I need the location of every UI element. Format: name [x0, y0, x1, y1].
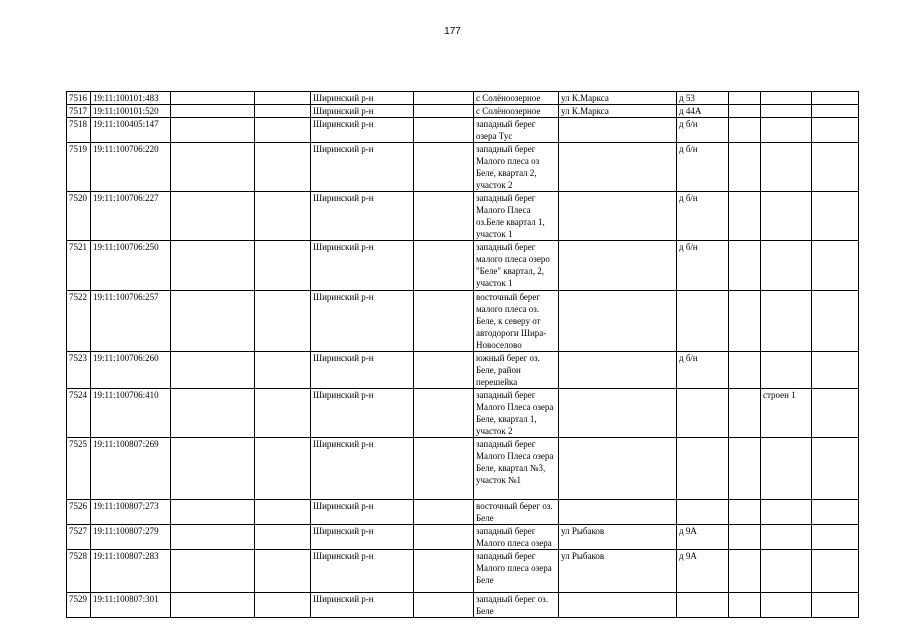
district-cell: Ширинский р-н: [311, 389, 414, 438]
building-cell: [761, 525, 812, 550]
empty-cell: [414, 525, 474, 550]
table-row: [67, 241, 859, 291]
district-cell: Ширинский р-н: [311, 241, 414, 291]
row-number-cell: 7526: [67, 500, 91, 525]
empty-cell: [729, 92, 761, 105]
empty-cell: [812, 241, 859, 291]
empty-cell: [414, 352, 474, 389]
empty-cell: [414, 593, 474, 618]
locality-cell: западный берег Малого Плеса озера Беле, квартал 1, участок 2: [474, 389, 559, 438]
house-cell: [677, 438, 729, 500]
locality-cell: западный берег оз. Беле: [474, 593, 559, 618]
empty-cell: [171, 593, 255, 618]
empty-cell: [255, 192, 311, 241]
empty-cell: [812, 192, 859, 241]
building-cell: строен 1: [761, 389, 812, 438]
locality-cell: западный берег малого плеса озеро "Беле" квартал, 2, участок 1: [474, 241, 559, 291]
house-cell: д 9А: [677, 550, 729, 593]
empty-cell: [812, 92, 859, 105]
empty-cell: [414, 241, 474, 291]
house-cell: д б/н: [677, 192, 729, 241]
building-cell: [761, 143, 812, 192]
empty-cell: [255, 550, 311, 593]
street-cell: [559, 500, 677, 525]
cadastral-number-cell: 19:11:100706:257: [91, 291, 171, 352]
empty-cell: [255, 389, 311, 438]
building-cell: [761, 105, 812, 118]
empty-cell: [414, 291, 474, 352]
cadastral-number-cell: 19:11:100101:520: [91, 105, 171, 118]
district-cell: Ширинский р-н: [311, 500, 414, 525]
row-number-cell: 7517: [67, 105, 91, 118]
district-cell: Ширинский р-н: [311, 550, 414, 593]
page-number: 177: [444, 26, 461, 37]
building-cell: [761, 500, 812, 525]
empty-cell: [414, 105, 474, 118]
empty-cell: [255, 352, 311, 389]
empty-cell: [812, 389, 859, 438]
house-cell: [677, 389, 729, 438]
table-row: [67, 92, 859, 105]
empty-cell: [812, 525, 859, 550]
empty-cell: [171, 500, 255, 525]
house-cell: д 53: [677, 92, 729, 105]
empty-cell: [171, 352, 255, 389]
cadastral-number-cell: 19:11:100706:260: [91, 352, 171, 389]
street-cell: [559, 438, 677, 500]
empty-cell: [812, 118, 859, 143]
house-cell: д 44А: [677, 105, 729, 118]
cadastral-number-cell: 19:11:100807:273: [91, 500, 171, 525]
building-cell: [761, 593, 812, 618]
empty-cell: [414, 192, 474, 241]
row-number-cell: 7524: [67, 389, 91, 438]
empty-cell: [729, 389, 761, 438]
street-cell: ул К.Маркса: [559, 92, 677, 105]
table-row: [67, 291, 859, 352]
building-cell: [761, 118, 812, 143]
table-row: [67, 143, 859, 192]
empty-cell: [171, 389, 255, 438]
empty-cell: [171, 105, 255, 118]
row-number-cell: 7518: [67, 118, 91, 143]
cadastral-number-cell: 19:11:100706:410: [91, 389, 171, 438]
empty-cell: [171, 241, 255, 291]
house-cell: [677, 593, 729, 618]
street-cell: ул К.Маркса: [559, 105, 677, 118]
row-number-cell: 7522: [67, 291, 91, 352]
empty-cell: [729, 291, 761, 352]
empty-cell: [414, 143, 474, 192]
empty-cell: [414, 118, 474, 143]
empty-cell: [255, 241, 311, 291]
empty-cell: [414, 438, 474, 500]
cadastral-number-cell: 19:11:100706:227: [91, 192, 171, 241]
table-row: [67, 389, 859, 438]
row-number-cell: 7529: [67, 593, 91, 618]
building-cell: [761, 550, 812, 593]
empty-cell: [171, 525, 255, 550]
house-cell: [677, 500, 729, 525]
empty-cell: [812, 550, 859, 593]
house-cell: [677, 291, 729, 352]
district-cell: Ширинский р-н: [311, 438, 414, 500]
empty-cell: [171, 118, 255, 143]
empty-cell: [729, 105, 761, 118]
table-row: [67, 118, 859, 143]
empty-cell: [812, 593, 859, 618]
empty-cell: [171, 192, 255, 241]
street-cell: ул Рыбаков: [559, 550, 677, 593]
empty-cell: [812, 105, 859, 118]
house-cell: д б/н: [677, 118, 729, 143]
cadastral-number-cell: 19:11:100101:483: [91, 92, 171, 105]
empty-cell: [255, 118, 311, 143]
empty-cell: [255, 291, 311, 352]
street-cell: [559, 352, 677, 389]
district-cell: Ширинский р-н: [311, 92, 414, 105]
locality-cell: западный берег Малого плеса озера Беле: [474, 550, 559, 593]
locality-cell: западный берег Малого Плеса оз.Беле квартал 1, участок 1: [474, 192, 559, 241]
empty-cell: [414, 389, 474, 438]
empty-cell: [255, 500, 311, 525]
empty-cell: [729, 438, 761, 500]
table-row: [67, 525, 859, 550]
building-cell: [761, 438, 812, 500]
row-number-cell: 7521: [67, 241, 91, 291]
locality-cell: западный берег Малого плеса оз Беле, квартал 2, участок 2: [474, 143, 559, 192]
empty-cell: [255, 143, 311, 192]
cadastral-number-cell: 19:11:100405:147: [91, 118, 171, 143]
cadastral-number-cell: 19:11:100807:279: [91, 525, 171, 550]
row-number-cell: 7523: [67, 352, 91, 389]
district-cell: Ширинский р-н: [311, 291, 414, 352]
empty-cell: [255, 92, 311, 105]
district-cell: Ширинский р-н: [311, 192, 414, 241]
empty-cell: [729, 593, 761, 618]
empty-cell: [729, 241, 761, 291]
empty-cell: [414, 500, 474, 525]
table-row: [67, 550, 859, 593]
house-cell: д 9А: [677, 525, 729, 550]
building-cell: [761, 291, 812, 352]
empty-cell: [255, 438, 311, 500]
locality-cell: западный берег озера Тус: [474, 118, 559, 143]
empty-cell: [729, 118, 761, 143]
empty-cell: [255, 593, 311, 618]
district-cell: Ширинский р-н: [311, 525, 414, 550]
building-cell: [761, 192, 812, 241]
property-table: [66, 91, 859, 618]
house-cell: д б/н: [677, 352, 729, 389]
empty-cell: [255, 105, 311, 118]
building-cell: [761, 92, 812, 105]
empty-cell: [171, 143, 255, 192]
building-cell: [761, 352, 812, 389]
row-number-cell: 7525: [67, 438, 91, 500]
empty-cell: [255, 525, 311, 550]
street-cell: [559, 192, 677, 241]
cadastral-number-cell: 19:11:100706:220: [91, 143, 171, 192]
cadastral-number-cell: 19:11:100807:269: [91, 438, 171, 500]
empty-cell: [729, 352, 761, 389]
district-cell: Ширинский р-н: [311, 352, 414, 389]
empty-cell: [729, 143, 761, 192]
empty-cell: [729, 525, 761, 550]
street-cell: [559, 593, 677, 618]
locality-cell: с Солёноозерное: [474, 92, 559, 105]
locality-cell: западный берег Малого Плеса озера Беле, квартал №3, участок №1: [474, 438, 559, 500]
district-cell: Ширинский р-н: [311, 105, 414, 118]
table-row: [67, 192, 859, 241]
empty-cell: [171, 92, 255, 105]
empty-cell: [729, 550, 761, 593]
table-row: [67, 352, 859, 389]
locality-cell: южный берег оз. Беле, район перешейка: [474, 352, 559, 389]
street-cell: ул Рыбаков: [559, 525, 677, 550]
empty-cell: [171, 550, 255, 593]
table-row: [67, 500, 859, 525]
cadastral-number-cell: 19:11:100807:301: [91, 593, 171, 618]
cadastral-number-cell: 19:11:100706:250: [91, 241, 171, 291]
street-cell: [559, 118, 677, 143]
locality-cell: западный берег Малого плеса озера: [474, 525, 559, 550]
locality-cell: восточный берег оз. Беле: [474, 500, 559, 525]
locality-cell: с Солёноозерное: [474, 105, 559, 118]
table-row: [67, 438, 859, 500]
district-cell: Ширинский р-н: [311, 118, 414, 143]
street-cell: [559, 143, 677, 192]
row-number-cell: 7520: [67, 192, 91, 241]
house-cell: д б/н: [677, 241, 729, 291]
empty-cell: [171, 438, 255, 500]
table-row: [67, 105, 859, 118]
district-cell: Ширинский р-н: [311, 143, 414, 192]
empty-cell: [414, 550, 474, 593]
empty-cell: [812, 291, 859, 352]
empty-cell: [812, 500, 859, 525]
cadastral-number-cell: 19:11:100807:283: [91, 550, 171, 593]
house-cell: д б/н: [677, 143, 729, 192]
street-cell: [559, 241, 677, 291]
row-number-cell: 7516: [67, 92, 91, 105]
row-number-cell: 7527: [67, 525, 91, 550]
row-number-cell: 7528: [67, 550, 91, 593]
empty-cell: [729, 500, 761, 525]
street-cell: [559, 291, 677, 352]
district-cell: Ширинский р-н: [311, 593, 414, 618]
locality-cell: восточный берег малого плеса оз. Беле, к северу от автодороги Шира-Новоселово: [474, 291, 559, 352]
row-number-cell: 7519: [67, 143, 91, 192]
empty-cell: [812, 143, 859, 192]
table-body: [67, 92, 859, 618]
empty-cell: [812, 438, 859, 500]
building-cell: [761, 241, 812, 291]
street-cell: [559, 389, 677, 438]
table-row: [67, 593, 859, 618]
empty-cell: [171, 291, 255, 352]
empty-cell: [414, 92, 474, 105]
empty-cell: [729, 192, 761, 241]
empty-cell: [812, 352, 859, 389]
